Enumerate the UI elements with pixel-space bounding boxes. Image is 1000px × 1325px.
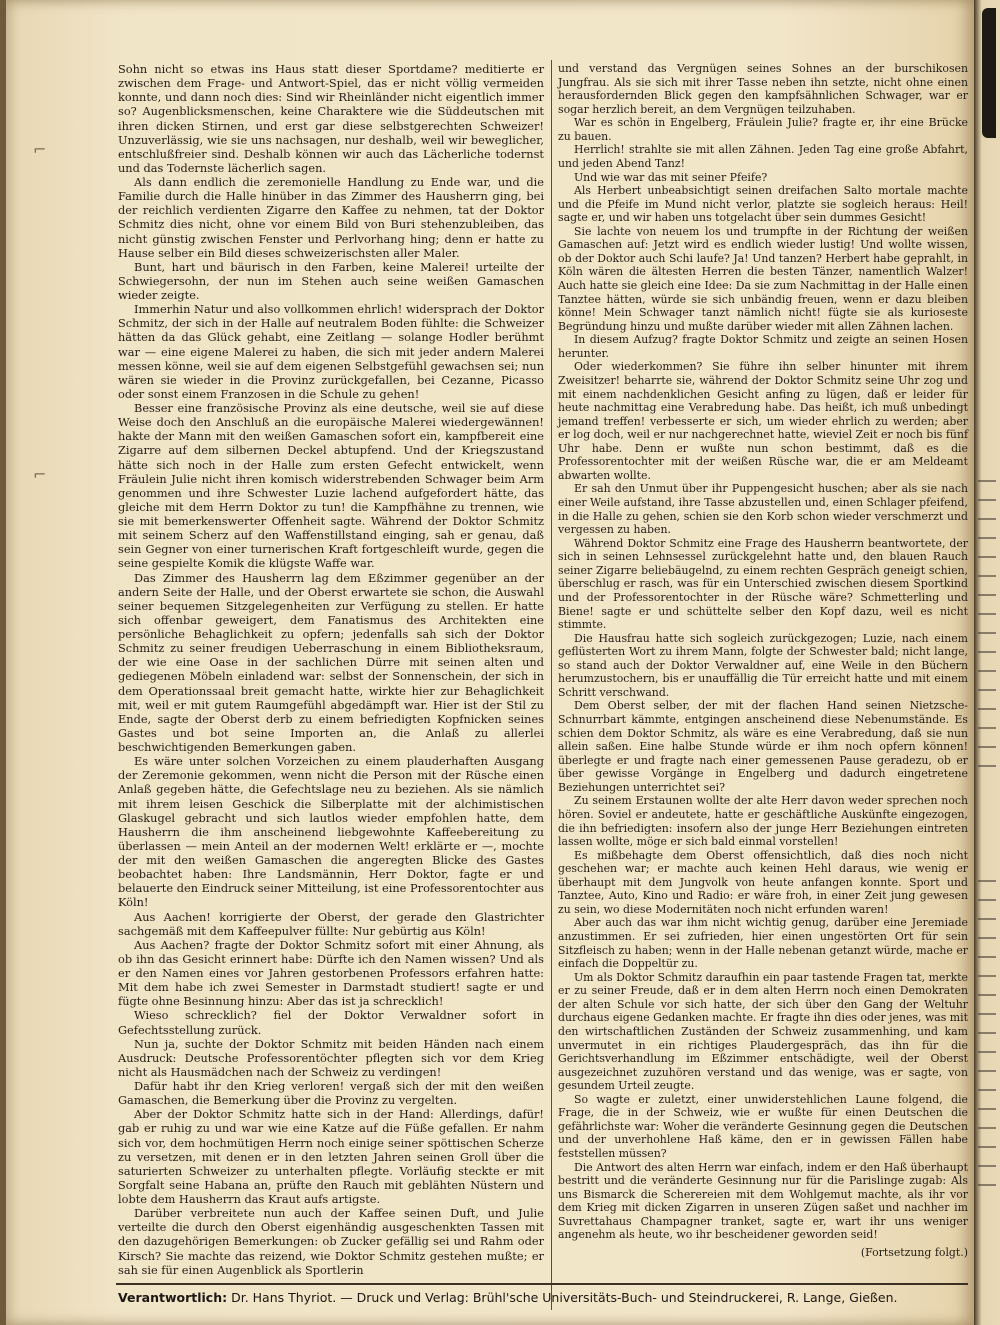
paragraph: So wagte er zuletzt, einer unwiderstehlichen Laune folgend, die Frage, die in der Schweiz, wie er wußte für einen Deutschen die gefährlichste war: Woher die veränderte Gesinnung gegen die Deutschen und der unverhohlene Haß käme, den er in gewissen Fällen habe feststellen müssen? <box>558 1092 968 1160</box>
paragraph: Dafür habt ihr den Krieg verloren! vergaß sich der mit den weißen Gamaschen, die Bemerkung über die Provinz zu vergelten. <box>118 1079 544 1108</box>
paragraph: Wieso schrecklich? fiel der Doktor Verwaldner sofort in Gefechtsstellung zurück. <box>118 1008 544 1037</box>
paragraph: Aber der Doktor Schmitz hatte sich in der Hand: Allerdings, dafür! gab er ruhig zu und war wie eine Katze auf die Füße gefallen. Er nahm sich vor, dem hochmütigen Herrn noch einige seiner spöttischen Scherze zu versetzen, mit denen er in den letzten Jahren seinen Groll über die saturierten Schweizer zu unterhalten pflegte. Vorläufig steckte er mit Sorgfalt seine Habana an, prüfte den Rauch mit geblähten Nüstern und lobte dem Hausherrn das Kraut aufs artigste. <box>118 1107 544 1206</box>
imprint-text: Dr. Hans Thyriot. — Druck und Verlag: Brühl'sche Universitäts-Buch- und Steindruckerei, R. Lange, Gießen. <box>231 1290 898 1305</box>
paragraph: Sie lachte von neuem los und trumpfte in der Richtung der weißen Gamaschen auf: Jetzt wird es endlich wieder lustig! Und wollte wissen, ob der Doktor auch Schi laufe? Ja! Und tanzen? Herbert habe geprahlt, in Köln wären die ältesten Herren die besten Tänzer, namentlich Walzer! Auch hatte sie gleich eine Idee: Da sie zum Nachmittag in der Halle einen Tanztee hätten, würde sie sich unbändig freuen, wenn er dazu bleiben könne! Mein Schwager tanzt nämlich nicht! fügte sie als kurioseste Begründung hinzu und mußte darüber wieder mit allen Zähnen lachen. <box>558 224 968 333</box>
paragraph: Sohn nicht so etwas ins Haus statt dieser Sportdame? meditierte er zwischen dem Frage- und Antwort-Spiel, das er nicht völlig vermeiden konnte, und dann noch dies: Sind wir Rheinländer nicht eigentlich immer so? Augenblicksmenschen, keine Charaktere wie die Süddeutschen mit ihren dicken Stirnen, und erst gar diese selbstgerechten Schweizer! Unzuverlässig, wie sie uns nachsagen, nur deshalb, weil wir beweglicher, entschlußfreier sind. Deshalb können wir auch das Lächerliche todernst und das Todernste lächerlich sagen. <box>118 62 544 175</box>
paragraph: Besser eine französische Provinz als eine deutsche, weil sie auf diese Weise doch den Anschluß an die europäische Malerei wiedergewännen! hakte der Mann mit den weißen Gamaschen sofort ein, kampfbereit eine Zigarre auf dem silbernen Deckel abtupfend. Und der Kriegszustand hätte sich noch in der Halle zum ersten Gefecht entwickelt, wenn Fräulein Julie nicht ihren komisch widerstrebenden Schwager beim Arm genommen und ihre Schwester Luzie lachend aufgefordert hätte, das gleiche mit dem Herrn Doktor zu tun! die Kampfhähne zu trennen, wie sie mit bemerkenswerter Offenheit sagte. Während der Doktor Schmitz mit seinem Scherz auf den Waffenstillstand einging, sah er genau, daß sein Gegner von einer turnerischen Kraft fortgeschleift wurde, gegen die seine gespielte Komik die klügste Waffe war. <box>118 401 544 571</box>
paragraph: Nun ja, suchte der Doktor Schmitz mit beiden Händen nach einem Ausdruck: Deutsche Professorentöchter pflegten sich vor dem Krieg nicht als Hausmädchen nach der Schweiz zu verdingen! <box>118 1036 544 1079</box>
paragraph: Es wäre unter solchen Vorzeichen zu einem plauderhaften Ausgang der Zeremonie gekommen, wenn nicht die Person mit der Rüsche einen Anlaß gegeben hätte, die Gefechtslage neu zu beziehen. Als sie nämlich mit ihrem leisen Geschick die Silberplatte mit der alchimistischen Glaskugel gebracht und sich lautlos wieder empfohlen hatte, dem Hausherrn die ihm anscheinend liebgewohnte Kaffeebereitung zu überlassen — mein Anteil an der modernen Welt! erklärte er —, mochte der mit den weißen Gamaschen die angeregten Blicke des Gastes beobachtet haben: Ihre Landsmännin, Herr Doktor, fagte er und belauerte den Eindruck seiner Mitteilung, ist eine Professorentochter aus Köln! <box>118 754 544 910</box>
paragraph: Aber auch das war ihm nicht wichtig genug, darüber eine Jeremiade anzustimmen. Er sei zufrieden, hier einen ungestörten Ort für sein Sitzfleisch zu haben; wenn in der Halle nebenan getanzt würde, mache er einfach die Doppeltür zu. <box>558 916 968 971</box>
left-text-column <box>118 62 544 1277</box>
column-divider <box>551 60 552 1310</box>
right-text-column <box>558 62 968 1260</box>
footer-rule <box>116 1283 968 1285</box>
paragraph: Oder wiederkommen? Sie führe ihn selber hinunter mit ihrem Zweisitzer! beharrte sie, während der Doktor Schmitz seine Uhr zog und mit einem nachdenklichen Gesicht anfing zu lügen, daß er leider für heute nachmittag eine Verabredung habe. Das heißt, ich muß unbedingt jemand treffen! verbesserte er sich, um wieder ehrlich zu werden; aber er log doch, weil er nur nachgerechnet hatte, wieviel Zeit er noch bis fünf Uhr habe. Denn er wußte nun schon bestimmt, daß es die Professorentochter mit der weißen Rüsche war, die er am Meldeamt abwarten wollte. <box>558 360 968 482</box>
paragraph: Das Zimmer des Hausherrn lag dem Eßzimmer gegenüber an der andern Seite der Halle, und der Oberst erwartete sie schon, die Auswahl seiner bequemen Sitzgelegenheiten zur Verfügung zu stellen. Er hatte sich offenbar geweigert, dem Fanatismus des Architekten eine persönliche Behaglichkeit zu opfern; jedenfalls sah sich der Doktor Schmitz zu seiner freudigen Ueberraschung in einem Bibliotheksraum, der wie eine Oase in der sachlichen Dürre mit seinen alten und gediegenen Möbeln einladend war: selbst der Sonnenschein, der sich in dem Operationssaal breit gemacht hatte, wirkte hier zur Behaglichkeit mit, weil er mit gutem Raumgefühl abgedämpft war. Hier ist der Stil zu Ende, sagte der Oberst derb zu einem befriedigten Kopfnicken seines Gastes und bot seine Importen an, die Anlaß zu allerlei beschwichtigenden Bemerkungen gaben. <box>118 570 544 754</box>
paragraph: Aus Aachen? fragte der Doktor Schmitz sofort mit einer Ahnung, als ob ihn das Gesicht erinnert habe: Dürfte ich den Namen wissen? Und als er den Namen eines vor Jahren gestorbenen Professors erfahren hatte: Mit dem habe ich zwei Semester in Darmstadt studiert! sagte er und fügte ohne Besinnung hinzu: Aber das ist ja schrecklich! <box>118 937 544 1009</box>
paragraph: Zu seinem Erstaunen wollte der alte Herr davon weder sprechen noch hören. Soviel er andeutete, hatte er geschäftliche Auskünfte eingezogen, die ihn befriedigten: insofern also der junge Herr Beziehungen eintreten lassen wollte, möge er sich bald einmal vorstellen! <box>558 794 968 849</box>
margin-mark: ⌐ <box>33 465 47 484</box>
margin-mark: ⌐ <box>33 140 47 159</box>
paragraph: Aus Aachen! korrigierte der Oberst, der gerade den Glastrichter sachgemäß mit dem Kaffeepulver füllte: Nur gebürtig aus Köln! <box>118 909 544 938</box>
paragraph: Und wie war das mit seiner Pfeife? <box>574 170 768 184</box>
paragraph: Um als Doktor Schmitz daraufhin ein paar tastende Fragen tat, merkte er zu seiner Freude, daß er in dem alten Herrn noch einen Demokraten der alten Schule vor sich hatte, der sich über den Gang der Weltuhr durchaus eigene Gedanken machte. Er fragte ihn dies oder jenes, was mit den wirtschaftlichen Zuständen der Schweiz zusammenhing, und kam unvermutet in ein richtiges Plaudergespräch, das ihn für die Gerichtsverhandlung im Eßzimmer entschädigte, weil der Oberst ausgezeichnet zuzuhören verstand und das wenige, was er sagte, von gesundem Urteil zeugte. <box>558 970 968 1093</box>
continuation-note: (Fortsetzung folgt.) <box>860 1245 968 1259</box>
paragraph: Er sah den Unmut über ihr Puppengesicht huschen; aber als sie nach einer Weile aufstand, ihre Tasse abzustellen und, einen Schlager pfeifend, in die Halle zu gehen, schien sie den Korb schon wieder verschmerzt und vergessen zu haben. <box>558 482 968 537</box>
masthead-letter-fragment <box>982 8 996 138</box>
paragraph: War es schön in Engelberg, Fräulein Julie? fragte er, ihr eine Brücke zu bauen. <box>558 116 968 143</box>
paragraph: Während Doktor Schmitz eine Frage des Hausherrn beantwortete, der sich in seinen Lehnsessel zurückgelehnt hatte und, den blauen Rauch seiner Zigarre beliebäugelnd, zu einem rechten Gespräch geneigt schien, überschlug er rasch, was für ein Unterschied zwischen diesem Sportkind und der Professorentochter in der Rüsche wäre? Schmetterling und Biene! sagte er und schüttelte selber den Kopf dazu, weil es nicht stimmte. <box>558 536 968 632</box>
adjacent-page-edge <box>974 0 1000 1325</box>
imprint-line <box>118 1290 968 1305</box>
paragraph: Die Antwort des alten Herrn war einfach, indem er den Haß überhaupt bestritt und die veränderte Gesinnung nur für die Parislinge zugab: Als uns Bismarck die Scherereien mit dem Wohlgemut machte, als ihr vor dem Krieg mit dicken Zigarren in unseren Zügen saßet und nachher im Suvrettahaus Champagner tranket, sagte er, wart ihr uns weniger angenehm als heute, wo ihr bescheidener geworden seid! <box>558 1160 968 1242</box>
paragraph: Die Hausfrau hatte sich sogleich zurückgezogen; Luzie, nach einem geflüsterten Wort zu ihrem Mann, folgte der Schwester bald; nicht lange, so stand auch der Doktor Verwaldner auf, eine Weile in den Büchern herumzustochern, bis er unauffällig die Tür erreicht hatte und mit einem Schritt verschwand. <box>558 631 968 699</box>
paragraph: Herrlich! strahlte sie mit allen Zähnen. Jeden Tag eine große Abfahrt, und jeden Abend Tanz! <box>558 143 968 170</box>
paragraph: Es mißbehagte dem Oberst offensichtlich, daß dies noch nicht geschehen war; er machte auch keinen Hehl daraus, wie wenig er überhaupt mit dem Jungvolk von heute anfangen konnte. Sport und Tanztee, Auto, Kino und Radio: er wäre froh, in einer Zeit jung gewesen zu sein, wo diese Modernitäten noch nicht erfunden waren! <box>558 848 968 916</box>
paragraph: In diesem Aufzug? fragte Doktor Schmitz und zeigte an seinen Hosen herunter. <box>558 333 968 360</box>
imprint-label: Verantwortlich: <box>118 1290 228 1305</box>
adjacent-text-fragment <box>978 480 996 780</box>
paragraph: Immerhin Natur und also vollkommen ehrlich! widersprach der Doktor Schmitz, der sich in der Halle auf neutralem Boden fühlte: die Schweizer hätten da das Glück gehabt, eine Zeitlang — solange Hodler berühmt war — eine eigene Malerei zu haben, die sich mit jeder andern Malerei messen könne, weil sie auf dem eigenen Selbstgefühl gewachsen sei; nun wären sie wieder in die Provinz zurückgefallen, bei Cezanne, Picasso oder sonst einem Franzosen in die Schule zu gehen! <box>118 302 544 401</box>
paragraph: Darüber verbreitete nun auch der Kaffee seinen Duft, und Julie verteilte die durch den Oberst eigenhändig ausgeschenkten Tassen mit den dazugehörigen Bemerkungen: ob Zucker gefällig sei und Rahm oder Kirsch? Sie machte das reizend, wie Doktor Schmitz gestehen mußte; er sah sie für einen Augenblick als Sportlerin <box>118 1206 544 1277</box>
paragraph: Bunt, hart und bäurisch in den Farben, keine Malerei! urteilte der Schwiegersohn, der nun im Stehen auch seine weißen Gamaschen wieder zeigte. <box>118 259 544 302</box>
adjacent-text-fragment <box>978 880 996 1200</box>
paragraph: Als Herbert unbeabsichtigt seinen dreifachen Salto mortale machte und die Pfeife im Mund nicht verlor, platzte sie sogleich heraus: Heil! sagte er, und wir haben uns totgelacht über sein dummes Gesicht! <box>558 184 968 225</box>
paragraph: Dem Oberst selber, der mit der flachen Hand seinen Nietzsche-Schnurrbart kämmte, entgingen anscheinend diese Nebenumstände. Es schien dem Doktor Schmitz, als wäre es eine Verabredung, daß sie nun allein saßen. Eine halbe Stunde würde er ihm noch opfern können! überlegte er und fragte nach einer gemessenen Pause geradezu, ob er über gewisse Vorgänge in Engelberg und dadurch eingetretene Beziehungen unterrichtet sei? <box>558 699 968 794</box>
paragraph: Als dann endlich die zeremonielle Handlung zu Ende war, und die Familie durch die Halle hinüber in das Zimmer des Hausherrn ging, bei der reichlich verdienten Zigarre den Kaffee zu nehmen, tat der Doktor Schmitz dies nicht, ohne vor einem Bild von Buri stehenzubleiben, das nicht günstig zwischen Fenster und Perlvorhang hing; denn er hatte zu Hause selber ein Bild dieses schweizerischsten aller Maler. <box>118 175 544 260</box>
paragraph: und verstand das Vergnügen seines Sohnes an der burschikosen Jungfrau. Als sie sich mit ihrer Tasse neben ihn setzte, nicht ohne einen herausfordernden Blick gegen den kampfsähnlichen Schwager, war er sogar herzlich bereit, an dem Vergnügen teilzuhaben. <box>558 62 968 116</box>
